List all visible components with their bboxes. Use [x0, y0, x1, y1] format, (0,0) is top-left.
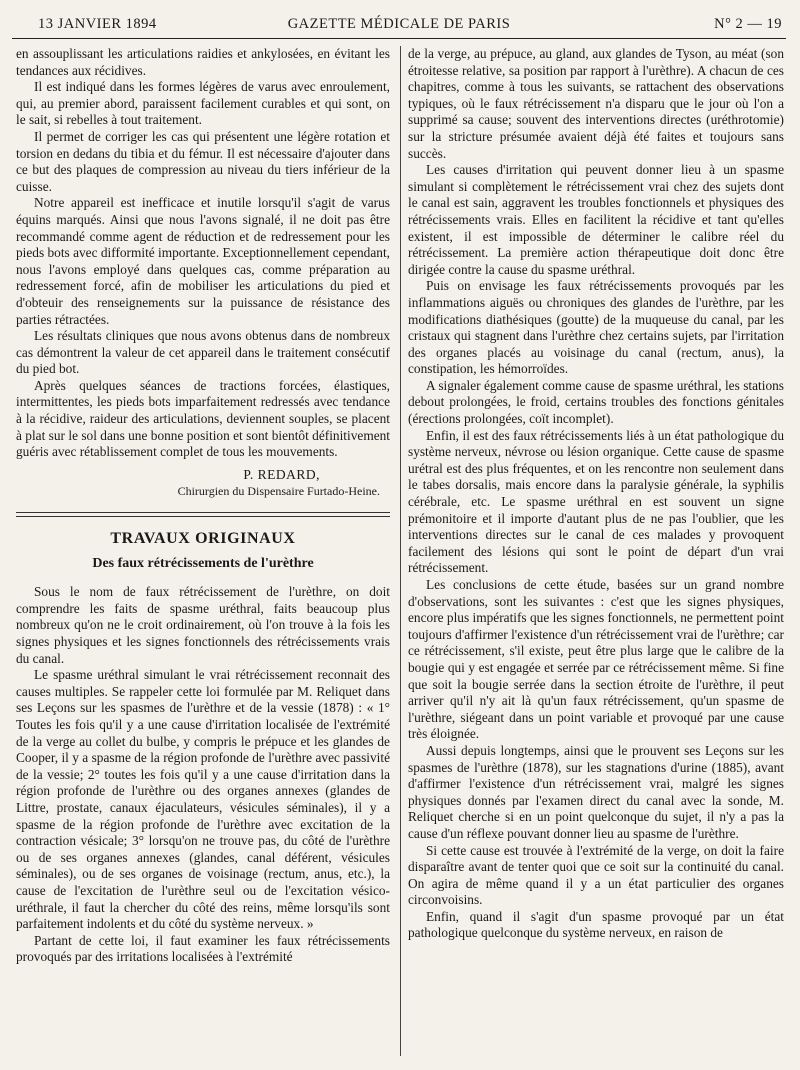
paragraph: Les causes d'irritation qui peuvent donner lieu à un spasme simulant si complètement le rétrécissement vrai chez des sujets dont le canal est sain, aggravent les troubles fonctionnels et physiques des rétrécissements vrais. Elles en facilitent la récidive et tant qu'elles existent, il est impossible de déterminer le calibre réel du rétrécissement. La première action thérapeutique doit donc être dirigée contre la cause du spasme uréthral. — [408, 162, 784, 277]
left-column — [16, 46, 390, 1060]
section-divider — [16, 516, 390, 517]
issue-date: 13 JANVIER 1894 — [38, 16, 157, 32]
right-column — [408, 46, 784, 1060]
paragraph: Puis on envisage les faux rétrécissements provoqués par les inflammations aiguës ou chroniques des glandes de l'urèthre, par les modifications diathésiques (goutte) de la muqueuse du canal, par les cristaux qui stagnent dans l'urèthre chez certains sujets, par l'irritation des organes placés au voisinage du canal (rectum, anus), la constipation, les hémorroïdes. — [408, 278, 784, 377]
paragraph: Partant de cette loi, il faut examiner les faux rétrécissements provoqués par des irritations localisées à l'extrémité — [16, 932, 390, 965]
paragraph: de la verge, au prépuce, au gland, aux glandes de Tyson, au méat (son étroitesse relative, sa position par rapport à l'urèthre). A chacun de ces chapitres, comme à tous les suivants, se rattachent des observations typiques, où le faux rétrécissement n'a disparu que le jour où l'on a supprimé sa cause; souvent des interventions directes (uréthrotomie) sur la stricture présumée avaient déjà été faites et toujours sans succès. — [408, 46, 784, 161]
section-heading: TRAVAUX ORIGINAUX — [110, 530, 296, 548]
section-divider — [16, 512, 390, 513]
journal-title: GAZETTE MÉDICALE DE PARIS — [287, 16, 511, 32]
column-divider — [400, 46, 401, 1056]
paragraph: Les conclusions de cette étude, basées sur un grand nombre d'observations, sont les suivantes : c'est que les signes physiques, encore plus impératifs que les signes fonctionnels, ne permettent point toujours d'affirmer l'existence d'un rétrécissement vrai de l'urèthre; car ce rétrécissement, s'il existe, peut être plus large que le calibre de la bougie qui y est engagée et serrée par ce rétrécissement même. Si fine que soit la bougie serrée dans la section étroite de l'urèthre, il peut arriver qu'il n'y ait là qu'un faux rétrécissement, qu'un spasme de l'urèthre, siégeant dans un point variable et provoqué par une cause très éloignée. — [408, 577, 784, 742]
paragraph: Si cette cause est trouvée à l'extrémité de la verge, on doit la faire disparaître avant de tenter quoi que ce soit sur la continuité du canal. On agira de même quand il y a un état particulier des organes circonvoisins. — [408, 842, 784, 908]
paragraph: Le spasme uréthral simulant le vrai rétrécissement reconnait des causes multiples. Se rappeler cette loi formulée par M. Reliquet dans ses Leçons sur les spasmes de l'urèthre et de la vessie (1878) : « 1° Toutes les fois qu'il y a une cause d'irritation localisée de l'extrémité de la verge au collet du bulbe, y compris le prépuce et les glandes de Cooper, il y a spasme de la région profonde de l'urèthre avec passivité de la vessie; 2° toutes les fois qu'il y a une cause d'irritation dans la région profonde de l'urèthre ou des organes annexes (glandes de Littre, prostate, canaux éjaculateurs, vésicules séminales), il y a spasme de la région profonde de l'urèthre avec excitation de la contraction vésicale; 3° lorsqu'on ne trouve pas, du côté de l'urèthre ou de ses organes annexes (glandes, canal déférent, vésicules séminales), ou de ses organes de voisinage (rectum, anus, etc.), la cause de l'excitation de l'urèthre seul ou de l'excitation vésico-uréthrale, il faut la chercher du côté des reins, même lorsqu'ils sont parfaitement indolents et du côté du système nerveux. » — [16, 667, 390, 932]
paragraph: Sous le nom de faux rétrécissement de l'urèthre, on doit comprendre les faits de spasme uréthral, faits beaucoup plus nombreux qu'on ne le croit ordinairement, où l'on trouve à la fois les signes physiques et les signes fonctionnels des rétrécissements vrais du canal. — [16, 584, 390, 666]
article-title: Des faux rétrécissements de l'urèthre — [92, 555, 314, 571]
paragraph: Aussi depuis longtemps, ainsi que le prouvent ses Leçons sur les spasmes de l'urèthre (1878), sur les stagnations d'urine (1885), avant d'affirmer l'existence d'un rétrécissement vrai, malgré les signes physiques donnés par l'examen direct du canal avec la sonde, M. Reliquet cherche si en un point quelconque du sujet, il n'y a pas la cause d'un réflexe pouvant donner lieu au spasme de l'urèthre. — [408, 742, 784, 841]
paragraph: Après quelques séances de tractions forcées, élastiques, intermittentes, les pieds bots imparfaitement redressés avec tendance à la récidive, raideur des articulations, deviennent souples, se placent à plat sur le sol dans une bonne position et sont bientôt définitivement guéris avec rétablissement complet de tous les mouvements. — [16, 377, 390, 460]
paragraph: Notre appareil est inefficace et inutile lorsqu'il s'agit de varus équins marqués. Ainsi que nous l'avons signalé, il ne doit pas être recommandé comme agent de réduction et de redressement pour les pieds bots avec difformité importante. Exceptionnellement cependant, nous l'avons employé dans quelques cas, comme préparation au redressement forcé, afin de mobiliser les articulations du pied et d'obteuir des renseignements sur la puissance de résistance des parties rétractées. — [16, 195, 390, 327]
paragraph: Les résultats cliniques que nous avons obtenus dans de nombreux cas démontrent la valeur de cet appareil dans le traitement consécutif du pied bot. — [16, 328, 390, 377]
author-role: Chirurgien du Dispensaire Furtado-Heine. — [177, 484, 380, 499]
page-header — [12, 10, 786, 39]
paragraph: Enfin, quand il s'agit d'un spasme provoqué par un état pathologique quelconque du système nerveux, en raison de — [408, 908, 784, 941]
paragraph: en assouplissant les articulations raidies et ankylosées, en évitant les tendances aux récidives. — [16, 46, 390, 78]
author-signature: P. REDARD, — [243, 466, 320, 482]
page-number: N° 2 — 19 — [714, 16, 782, 32]
paragraph: Enfin, il est des faux rétrécissements liés à un état pathologique du système nerveux, névrose ou lésion organique. Cette cause de spasme urétral est des plus fréquentes, et on les rencontre non seulement dans le tabes dorsalis, mais encore dans la paralysie générale, la syphilis cérébrale, etc. Le spasme uréthral en est souvent un signe prémonitoire et il importe d'autant plus de ne pas l'oublier, que les interventions directes sur le canal de ces malades y provoquent facilement des lésions qui sont le point de départ d'un vrai rétrécissement. — [408, 427, 784, 576]
paragraph: Il permet de corriger les cas qui présentent une légère rotation et torsion en dedans du tibia et du fémur. Il est nécessaire d'ajouter dans ce but des plaques de compression au niveau du tiers inférieur de la cuisse. — [16, 128, 390, 194]
paragraph: A signaler également comme cause de spasme uréthral, les stations debout prolongées, le froid, certains troubles des fonctions génitales (érections prolongées, coït incomplet). — [408, 377, 784, 427]
paragraph: Il est indiqué dans les formes légères de varus avec enroulement, qui, au premier abord, paraissent facilement curables et qui sont, on le sait, si rebelles à tout traitement. — [16, 79, 390, 128]
